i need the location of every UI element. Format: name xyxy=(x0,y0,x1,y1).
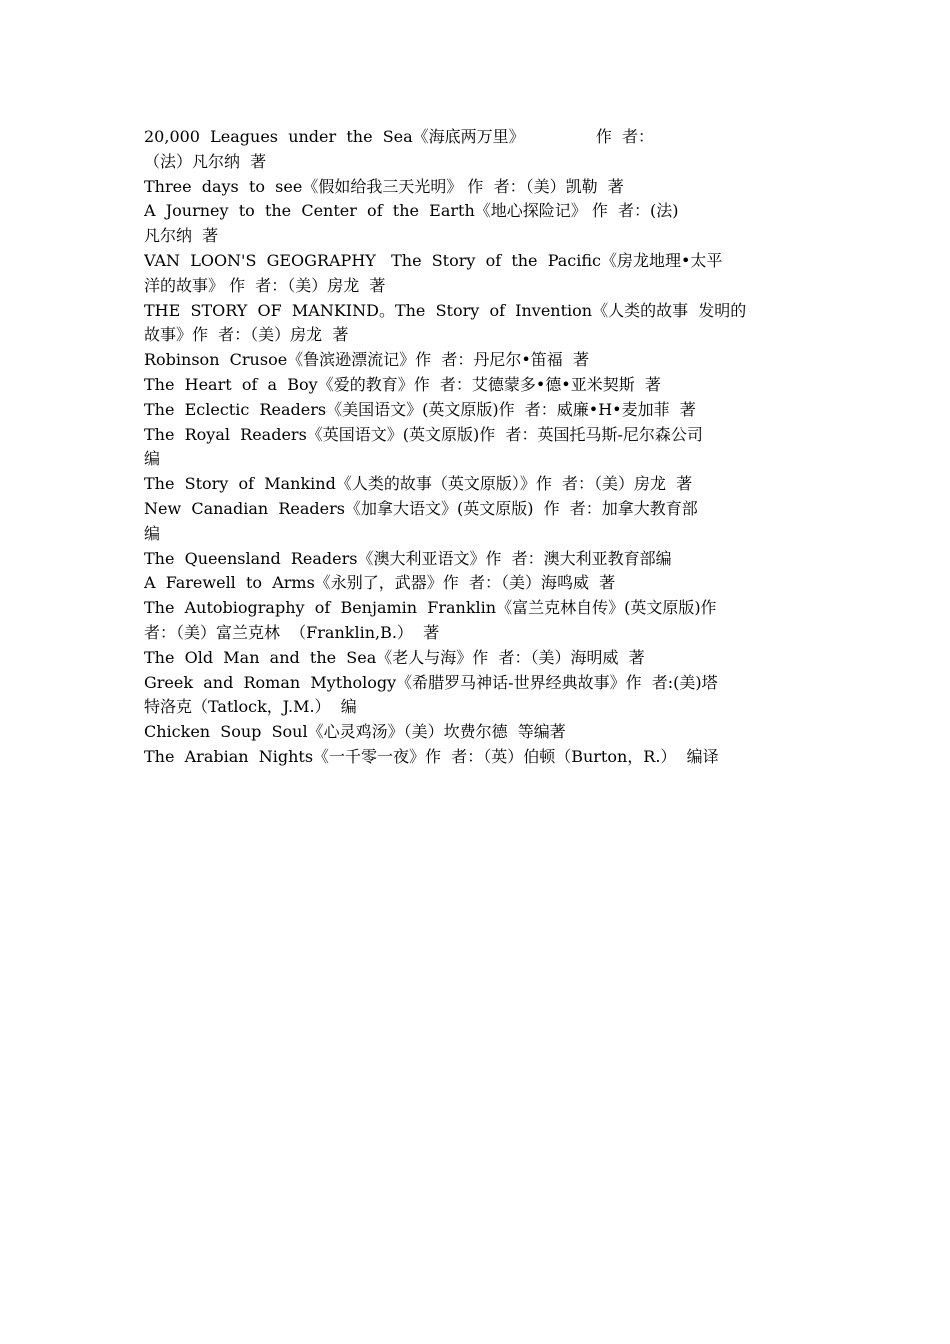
text-line: The Eclectic Readers《美国语文》(英文原版)作 者：威廉•H•麦加菲 著 xyxy=(144,399,696,419)
text-line: 特洛克（Tatlock，J.M.） 编 xyxy=(144,697,357,717)
text-line: （法）凡尔纳 著 xyxy=(144,151,267,171)
text-line: Robinson Crusoe《鲁滨逊漂流记》作 者：丹尼尔•笛福 著 xyxy=(144,350,589,370)
text-line: Three days to see《假如给我三天光明》 作 者：（美）凯勒 著 xyxy=(144,176,624,196)
text-line: The Old Man and the Sea《老人与海》作 者：（美）海明威 著 xyxy=(144,647,645,667)
text-line: 洋的故事》 作 者：（美）房龙 著 xyxy=(144,275,386,295)
text-line: A Farewell to Arms《永别了，武器》作 者：（美）海鸣威 著 xyxy=(144,573,616,593)
text-line: The Queensland Readers《澳大利亚语文》作 者：澳大利亚教育部编 xyxy=(144,548,672,568)
text-line: A Journey to the Center of the Earth《地心探险记》 作 者：(法) xyxy=(144,201,679,221)
text-line: The Heart of a Boy《爱的教育》作 者：艾德蒙多•德•亚米契斯 著 xyxy=(144,374,661,394)
text-line: 20,000 Leagues under the Sea《海底两万里》 作 者： xyxy=(144,127,655,146)
text-line: 故事》作 者：（美）房龙 著 xyxy=(144,325,349,345)
text-line: The Royal Readers《英国语文》(英文原版)作 者：英国托马斯-尼尔森公司 xyxy=(144,424,703,444)
text-line: Greek and Roman Mythology《希腊罗马神话-世界经典故事》作 者:(美)塔 xyxy=(144,672,718,692)
text-line: 凡尔纳 著 xyxy=(144,226,219,246)
text-line: THE STORY OF MANKIND。The Story of Invention《人类的故事 发明的 xyxy=(144,300,747,320)
text-line: The Autobiography of Benjamin Franklin《富兰克林自传》(英文原版)作 xyxy=(144,598,717,618)
text-line: 编 xyxy=(144,523,161,543)
text-line: New Canadian Readers《加拿大语文》(英文原版) 作 者：加拿大教育部 xyxy=(144,498,698,518)
text-line: The Story of Mankind《人类的故事（英文原版）》作 者：（美）房龙 著 xyxy=(144,474,693,494)
book-list xyxy=(144,125,808,770)
text-line: VAN LOON'S GEOGRAPHY The Story of the Pacific《房龙地理•太平 xyxy=(144,250,723,270)
text-line: Chicken Soup Soul《心灵鸡汤》（美）坎费尔德 等编著 xyxy=(144,722,566,742)
text-line: 编 xyxy=(144,449,161,469)
text-line: 者：（美）富兰克林 （Franklin,B.） 著 xyxy=(144,622,440,642)
text-line: The Arabian Nights《一千零一夜》作 者：（英）伯顿（Burton，R.） 编译 xyxy=(144,746,719,766)
